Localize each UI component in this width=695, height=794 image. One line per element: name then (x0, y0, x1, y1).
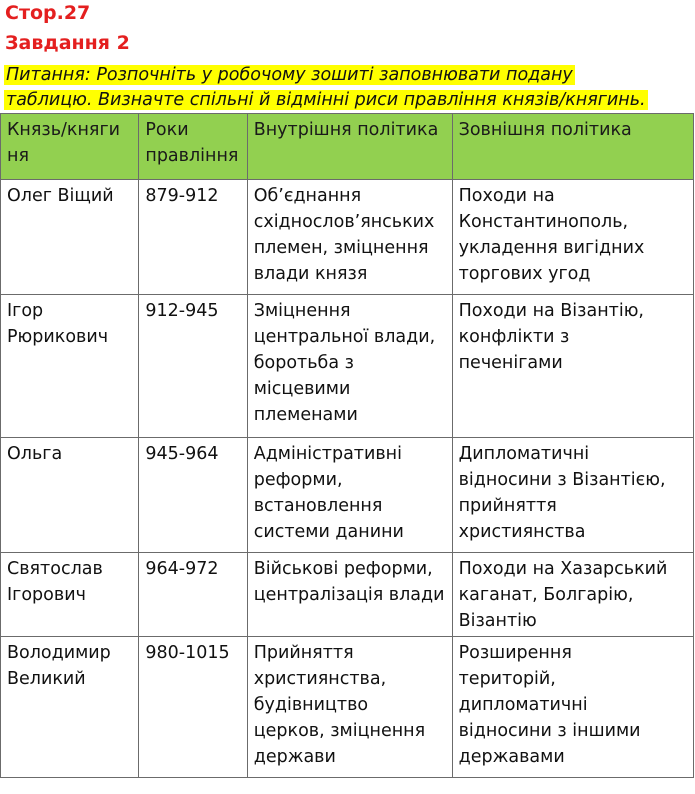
cell-years (139, 553, 247, 637)
header-line: Зовнішня політика (458, 120, 632, 140)
cell-external (452, 553, 693, 637)
cell-line: Об’єднання (253, 186, 362, 206)
header-external-policy (452, 114, 693, 180)
cell-line: племен, зміцнення (253, 238, 429, 258)
cell-line: державами (458, 747, 565, 767)
cell-line: каганат, Болгарію, (458, 585, 634, 605)
table-row (1, 180, 694, 295)
cell-line: східнослов’янських (253, 212, 435, 232)
question-line-2: таблицю. Визначте спільні й відмінні риси правління князів/княгинь. (6, 90, 646, 110)
cell-line: місцевими (253, 379, 351, 399)
cell-line: конфлікти з (458, 327, 570, 347)
cell-line: Рюрикович (7, 327, 109, 347)
cell-line: боротьба з (253, 353, 354, 373)
cell-line: централізація влади (253, 585, 445, 605)
cell-ruler (1, 295, 139, 438)
cell-ruler (1, 438, 139, 553)
cell-line: держави (253, 747, 336, 767)
cell-line: 964-972 (145, 559, 219, 579)
cell-line: дипломатичні (458, 695, 588, 715)
cell-line: Походи на Хазарський (458, 559, 668, 579)
question-text (4, 63, 692, 113)
cell-line: Ігор (7, 301, 44, 321)
cell-line: центральної влади, (253, 327, 436, 347)
cell-line: Прийняття (253, 643, 354, 663)
cell-line: торгових угод (458, 264, 591, 284)
cell-ruler (1, 180, 139, 295)
cell-line: християнства (458, 522, 586, 542)
cell-ruler (1, 637, 139, 778)
header-internal-policy (247, 114, 452, 180)
cell-line: Великий (7, 669, 86, 689)
header-line: Роки (145, 120, 189, 140)
cell-external (452, 637, 693, 778)
cell-years (139, 180, 247, 295)
header-years (139, 114, 247, 180)
cell-internal (247, 180, 452, 295)
cell-line: Походи на (458, 186, 555, 206)
cell-internal (247, 553, 452, 637)
task-number-label: Завдання 2 (5, 32, 130, 54)
cell-line: реформи, (253, 470, 343, 490)
cell-line: укладення вигідних (458, 238, 645, 258)
cell-line: Військові реформи, (253, 559, 433, 579)
cell-line: Ігорович (7, 585, 86, 605)
cell-line: Походи на Візантію, (458, 301, 644, 321)
cell-line: влади князя (253, 264, 368, 284)
header-line: Князь/княги (7, 120, 121, 140)
cell-line: встановлення (253, 496, 383, 516)
cell-line: Зміцнення (253, 301, 351, 321)
header-line: правління (145, 146, 239, 166)
cell-line: відносини з іншими (458, 721, 641, 741)
table-row (1, 295, 694, 438)
page-number-label: Стор.27 (5, 2, 91, 24)
cell-line: будівництво (253, 695, 369, 715)
cell-external (452, 295, 693, 438)
cell-line: відносини з Візантією, (458, 470, 666, 490)
table-row (1, 553, 694, 637)
cell-line: церков, зміцнення (253, 721, 426, 741)
cell-line: Візантію (458, 611, 537, 631)
header-ruler (1, 114, 139, 180)
cell-internal (247, 295, 452, 438)
cell-ruler (1, 553, 139, 637)
cell-line: племенами (253, 405, 358, 425)
cell-internal (247, 438, 452, 553)
cell-line: 980-1015 (145, 643, 230, 663)
table-header-row (1, 114, 694, 180)
cell-line: Олег Віщий (7, 186, 114, 206)
cell-internal (247, 637, 452, 778)
cell-line: 912-945 (145, 301, 219, 321)
cell-years (139, 637, 247, 778)
header-line: ня (7, 146, 29, 166)
cell-external (452, 438, 693, 553)
cell-line: Володимир (7, 643, 111, 663)
table-row (1, 637, 694, 778)
cell-line: Дипломатичні (458, 444, 590, 464)
cell-line: системи данини (253, 522, 404, 542)
cell-years (139, 438, 247, 553)
cell-line: прийняття (458, 496, 557, 516)
cell-line: Ольга (7, 444, 63, 464)
cell-external (452, 180, 693, 295)
header-line: Внутрішня політика (253, 120, 439, 140)
cell-line: територій, (458, 669, 556, 689)
cell-line: Розширення (458, 643, 572, 663)
cell-years (139, 295, 247, 438)
cell-line: печенігами (458, 353, 563, 373)
table-row (1, 438, 694, 553)
question-line-1: Питання: Розпочніть у робочому зошиті заповнювати подану (6, 65, 573, 85)
cell-line: 945-964 (145, 444, 219, 464)
cell-line: Константинополь, (458, 212, 629, 232)
cell-line: християнства, (253, 669, 387, 689)
rulers-table (0, 113, 694, 778)
cell-line: Адміністративні (253, 444, 402, 464)
cell-line: 879-912 (145, 186, 219, 206)
cell-line: Святослав (7, 559, 103, 579)
